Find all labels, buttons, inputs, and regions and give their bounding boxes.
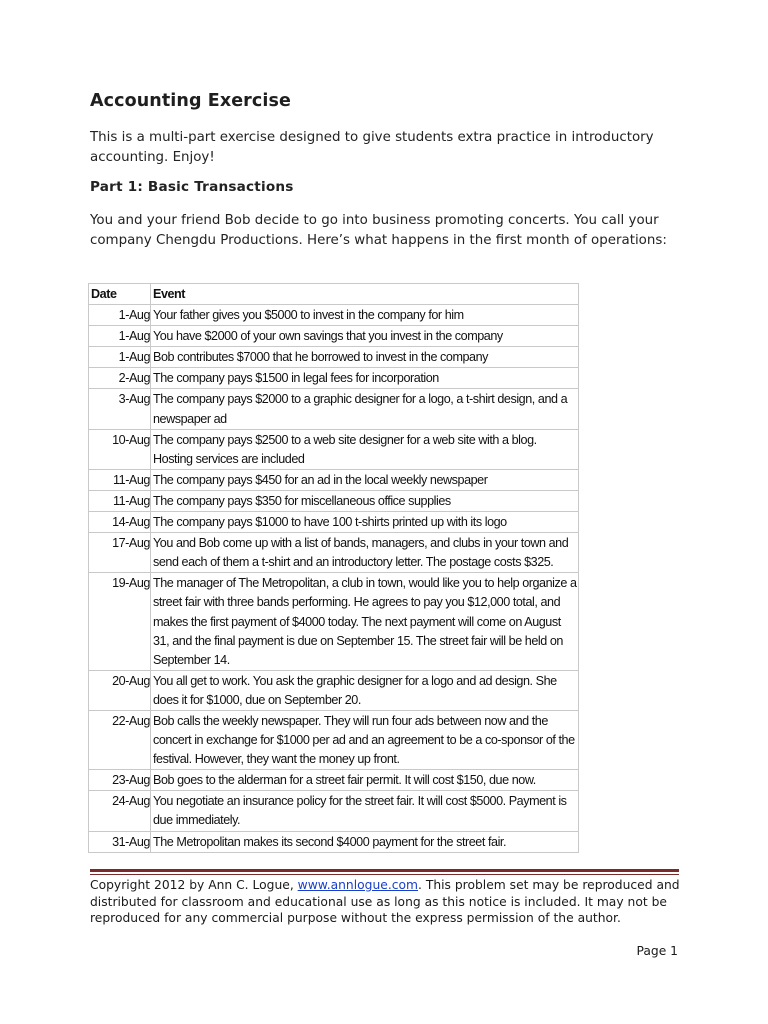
row-date: 31-Aug xyxy=(89,831,151,852)
table-header-row xyxy=(89,284,579,305)
row-date: 1-Aug xyxy=(89,305,151,326)
part-heading: Part 1: Basic Transactions xyxy=(90,179,294,195)
copyright-text-suffix: . This problem set may be reproduced and distributed for classroom and educational use as long as this notice is included. It may not be reproduced for any commercial purpose without the express permission of the author. xyxy=(90,878,680,925)
header-event: Event xyxy=(151,284,579,305)
footer-rule-thin xyxy=(90,874,679,875)
row-event: The company pays $1000 to have 100 t-shirts printed up with its logo xyxy=(151,512,579,533)
row-date: 1-Aug xyxy=(89,347,151,368)
row-date: 14-Aug xyxy=(89,512,151,533)
page-number: Page 1 xyxy=(636,944,678,958)
row-event: The Metropolitan makes its second $4000 payment for the street fair. xyxy=(151,831,579,852)
table-row xyxy=(89,710,579,769)
table-row xyxy=(89,512,579,533)
row-date: 10-Aug xyxy=(89,429,151,469)
row-event: Bob goes to the alderman for a street fair permit. It will cost $150, due now. xyxy=(151,770,579,791)
author-website-link[interactable]: www.annlogue.com xyxy=(297,878,419,892)
footer-rule xyxy=(90,869,679,872)
table-row xyxy=(89,389,579,429)
table-row xyxy=(89,490,579,511)
row-event: Bob contributes $7000 that he borrowed to invest in the company xyxy=(151,347,579,368)
row-date: 19-Aug xyxy=(89,573,151,670)
row-date: 22-Aug xyxy=(89,710,151,769)
table-row xyxy=(89,368,579,389)
row-event: Bob calls the weekly newspaper. They will run four ads between now and the concert in exchange for $1000 per ad and an agreement to be a co-sponsor of the festival. However, they want the money up front. xyxy=(151,710,579,769)
table-row xyxy=(89,770,579,791)
table-row xyxy=(89,469,579,490)
row-date: 11-Aug xyxy=(89,490,151,511)
row-date: 11-Aug xyxy=(89,469,151,490)
row-date: 24-Aug xyxy=(89,791,151,831)
row-date: 23-Aug xyxy=(89,770,151,791)
row-date: 17-Aug xyxy=(89,533,151,573)
row-date: 3-Aug xyxy=(89,389,151,429)
row-event: The company pays $450 for an ad in the local weekly newspaper xyxy=(151,469,579,490)
row-event: You have $2000 of your own savings that you invest in the company xyxy=(151,326,579,347)
row-event: The company pays $350 for miscellaneous office supplies xyxy=(151,490,579,511)
table-row xyxy=(89,305,579,326)
table-row xyxy=(89,791,579,831)
row-event: The company pays $2000 to a graphic designer for a logo, a t-shirt design, and a newspaper ad xyxy=(151,389,579,429)
table-row xyxy=(89,326,579,347)
row-event: You negotiate an insurance policy for the street fair. It will cost $5000. Payment is due immediately. xyxy=(151,791,579,831)
row-event: You and Bob come up with a list of bands, managers, and clubs in your town and send each of them a t-shirt and an introductory letter. The postage costs $325. xyxy=(151,533,579,573)
table-row xyxy=(89,670,579,710)
row-event: Your father gives you $5000 to invest in the company for him xyxy=(151,305,579,326)
table-body xyxy=(89,305,579,853)
row-event: The company pays $1500 in legal fees for incorporation xyxy=(151,368,579,389)
intro-paragraph: This is a multi-part exercise designed to give students extra practice in introductory accounting. Enjoy! xyxy=(90,130,654,165)
table-row xyxy=(89,429,579,469)
table-row xyxy=(89,347,579,368)
transactions-table xyxy=(88,283,579,853)
header-date: Date xyxy=(89,284,151,305)
page-title: Accounting Exercise xyxy=(90,91,291,111)
row-event: The company pays $2500 to a web site designer for a web site with a blog. Hosting services are included xyxy=(151,429,579,469)
row-date: 20-Aug xyxy=(89,670,151,710)
row-date: 2-Aug xyxy=(89,368,151,389)
row-date: 1-Aug xyxy=(89,326,151,347)
table-row xyxy=(89,533,579,573)
row-event: You all get to work. You ask the graphic designer for a logo and ad design. She does it for $1000, due on September 20. xyxy=(151,670,579,710)
copyright-text-prefix: Copyright 2012 by Ann C. Logue, xyxy=(90,878,298,892)
copyright-notice xyxy=(90,877,690,927)
table-row xyxy=(89,573,579,670)
table-row xyxy=(89,831,579,852)
part-intro-paragraph: You and your friend Bob decide to go into business promoting concerts. You call your company Chengdu Productions. Here’s what happens in the first month of operations: xyxy=(90,213,667,248)
row-event: The manager of The Metropolitan, a club in town, would like you to help organize a street fair with three bands performing. He agrees to pay you $12,000 total, and makes the first payment of $4000 today. The next payment will come on August 31, and the final payment is due on September 15. The street fair will be held on September 14. xyxy=(151,573,579,670)
